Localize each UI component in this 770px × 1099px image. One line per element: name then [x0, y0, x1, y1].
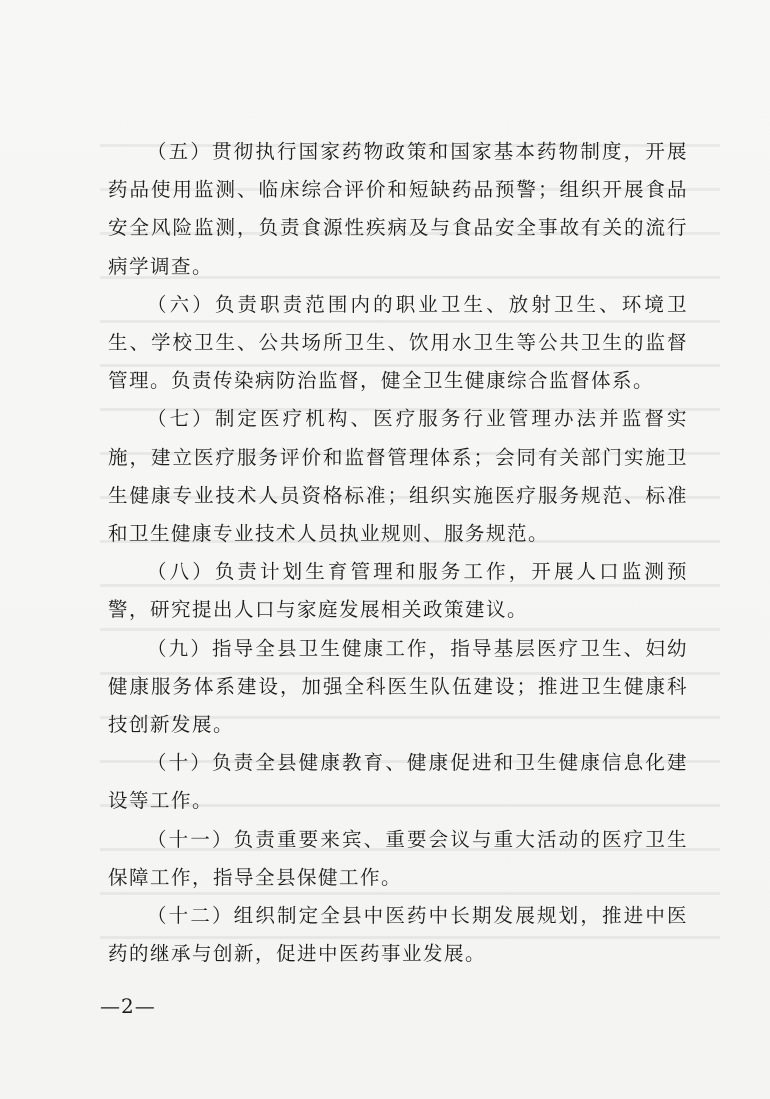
paragraph-item-9: （九）指导全县卫生健康工作，指导基层医疗卫生、妇幼健康服务体系建设，加强全科医生队伍建设；推进卫生健康科技创新发展。 — [108, 636, 688, 737]
paragraph-item-10: （十）负责全县健康教育、健康促进和卫生健康信息化建设等工作。 — [108, 751, 688, 813]
paragraph-item-12: （十二）组织制定全县中医药中长期发展规划，推进中医药的继承与创新，促进中医药事业发展。 — [108, 904, 688, 966]
paragraph-item-7: （七）制定医疗机构、医疗服务行业管理办法并监督实施，建立医疗服务评价和监督管理体系；会同有关部门实施卫生健康专业技术人员资格标准；组织实施医疗服务规范、标准和卫生健康专业技术人员执业规则、服务规范。 — [108, 407, 688, 546]
paragraph-item-11: （十一）负责重要来宾、重要会议与重大活动的医疗卫生保障工作，指导全县保健工作。 — [108, 827, 688, 889]
paragraph-item-5: （五）贯彻执行国家药物政策和国家基本药物制度，开展药品使用监测、临床综合评价和短缺药品预警；组织开展食品安全风险监测，负责食源性疾病及与食品安全事故有关的流行病学调查。 — [108, 140, 688, 278]
paragraph-item-6: （六）负责职责范围内的职业卫生、放射卫生、环境卫生、学校卫生、公共场所卫生、饮用水卫生等公共卫生的监督管理。负责传染病防治监督，健全卫生健康综合监督体系。 — [108, 292, 688, 393]
paragraph-item-8: （八）负责计划生育管理和服务工作，开展人口监测预警，研究提出人口与家庭发展相关政策建议。 — [108, 560, 688, 622]
document-body — [108, 133, 688, 973]
page-number: —2— — [100, 994, 156, 1018]
